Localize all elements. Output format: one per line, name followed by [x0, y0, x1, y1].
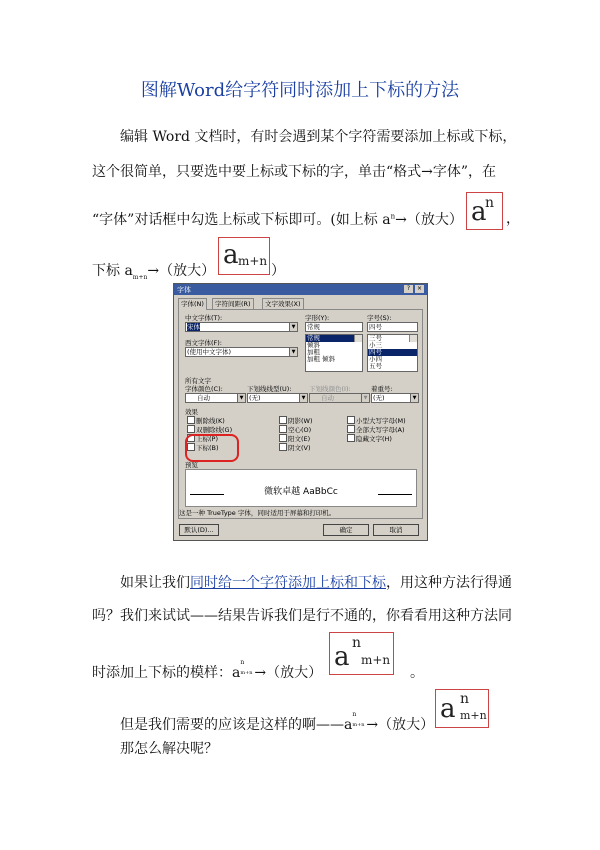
cancel-button[interactable]: 取消 [373, 524, 419, 536]
all-caps-checkbox[interactable] [347, 425, 355, 433]
style-list[interactable]: 常规 倾斜 加粗 加粗 倾斜 [305, 334, 363, 372]
all-text-label: 所有文字 [185, 377, 211, 385]
tab-spacing[interactable]: 字符间距(R) [212, 298, 254, 310]
outline-checkbox[interactable] [279, 425, 287, 433]
paragraph-1-line-1: 编辑 Word 文档时，有时会遇到某个字符需要添加上标或下标， [120, 129, 517, 145]
help-icon[interactable]: ? [404, 285, 413, 293]
engrave-checkbox[interactable] [279, 443, 287, 451]
subscript-enlarged-box: a m+n [218, 237, 270, 275]
shadow-label: 阴影(W) [288, 417, 313, 425]
shadow-checkbox[interactable] [279, 416, 287, 424]
all-caps-label: 全部大写字母(A) [356, 426, 405, 434]
paragraph-1-line-4: 下标 $a_{m+n}\to$（放大） [92, 263, 216, 281]
subscript-label: 下标(B) [196, 444, 219, 452]
underline-color-label: 下划线颜色(I): [309, 385, 351, 393]
preview-label: 预览 [185, 461, 198, 469]
superscript-enlarged-box: a n [466, 192, 503, 230]
double-strike-label: 双删除线(G) [196, 426, 233, 434]
ok-button[interactable]: 确定 [323, 524, 369, 536]
preview-box [185, 469, 417, 507]
emphasis-label: 着重号: [371, 385, 393, 393]
inline-link[interactable]: 同时给一个字符添加上标和下标 [190, 575, 386, 591]
size-label: 字号(S): [367, 314, 392, 322]
paragraph-2-line-2: 吗？我们来试试——结果告诉我们是行不通的，你看看用这种方法同 [92, 608, 512, 624]
strikethrough-label: 删除线(K) [196, 417, 225, 425]
underline-label: 下划线线型(U): [247, 385, 292, 393]
color-label: 字体颜色(C): [185, 385, 223, 393]
paragraph-1-line-2: 这个很简单，只要选中要上标或下标的字，单击“格式→字体”，在 [92, 164, 497, 180]
font-panel [178, 309, 423, 519]
tab-effects[interactable]: 文字效果(X) [262, 298, 304, 310]
paragraph-3-line-1: 但是我们需要的应该是这样的啊——a n m+n →（放大） [120, 711, 435, 733]
cn-font-label: 中文字体(T): [185, 314, 223, 322]
paragraph-3-line-2: 那怎么解决呢？ [120, 741, 218, 757]
emboss-label: 阳文(E) [288, 435, 311, 443]
style-label: 字形(Y): [305, 314, 330, 322]
tab-font[interactable]: 字体(N) [178, 298, 207, 310]
underline-select[interactable]: (无) ▼ [247, 393, 308, 403]
dialog-titlebar [174, 284, 427, 295]
color-select[interactable]: 自动 ▼ [185, 393, 246, 403]
close-paren: ） [271, 263, 285, 279]
style-input[interactable]: 常规 [305, 322, 363, 332]
period: 。 [410, 665, 424, 681]
superscript-label: 上标(P) [196, 435, 218, 443]
small-caps-checkbox[interactable] [347, 416, 355, 424]
hidden-label: 隐藏文字(H) [356, 435, 392, 443]
size-input[interactable]: 四号 [367, 322, 418, 332]
dialog-title: 字体 [177, 286, 191, 294]
comma: ， [506, 211, 520, 227]
highlight-circle [185, 434, 239, 462]
size-list[interactable]: 三号 小三 四号 小四 五号 [367, 334, 418, 372]
underline-color-select[interactable]: 自动 ▼ [309, 393, 370, 403]
west-font-select[interactable]: (使用中文字体) ▼ [185, 347, 298, 357]
close-icon[interactable]: × [416, 285, 423, 292]
emphasis-select[interactable]: (无) ▼ [371, 393, 419, 403]
west-font-label: 西文字体(F): [185, 339, 223, 347]
cn-font-select[interactable]: 宋体 ▼ [185, 322, 298, 332]
effects-label: 效果 [185, 408, 198, 416]
truetype-note: 这是一种 TrueType 字体，同时适用于屏幕和打印机。 [179, 509, 336, 517]
emboss-checkbox[interactable] [279, 434, 287, 442]
hidden-checkbox[interactable] [347, 434, 355, 442]
double-strike-checkbox[interactable] [187, 425, 195, 433]
desired-enlarged-box: a n m+n [435, 689, 489, 728]
page-title: 图解Word给字符同时添加上下标的方法 [140, 80, 460, 101]
default-button[interactable]: 默认(D)... [179, 524, 219, 536]
paragraph-1-line-3: “字体”对话框中勾选上标或下标即可。(如上标 $a^n\to$（放大） [92, 212, 463, 228]
small-caps-label: 小型大写字母(M) [356, 417, 406, 425]
paragraph-2-line-3: 时添加上下标的模样：a n m+n →（放大） [92, 659, 323, 681]
preview-text: 微软卓越 AaBbCc [264, 487, 338, 497]
outline-label: 空心(O) [288, 426, 312, 434]
combined-enlarged-box: a n m+n [329, 632, 394, 675]
strikethrough-checkbox[interactable] [187, 416, 195, 424]
engrave-label: 阴文(V) [288, 444, 311, 452]
paragraph-2-line-1: 如果让我们同时给一个字符添加上标和下标，用这种方法行得通 [120, 575, 512, 591]
font-dialog [173, 283, 428, 541]
